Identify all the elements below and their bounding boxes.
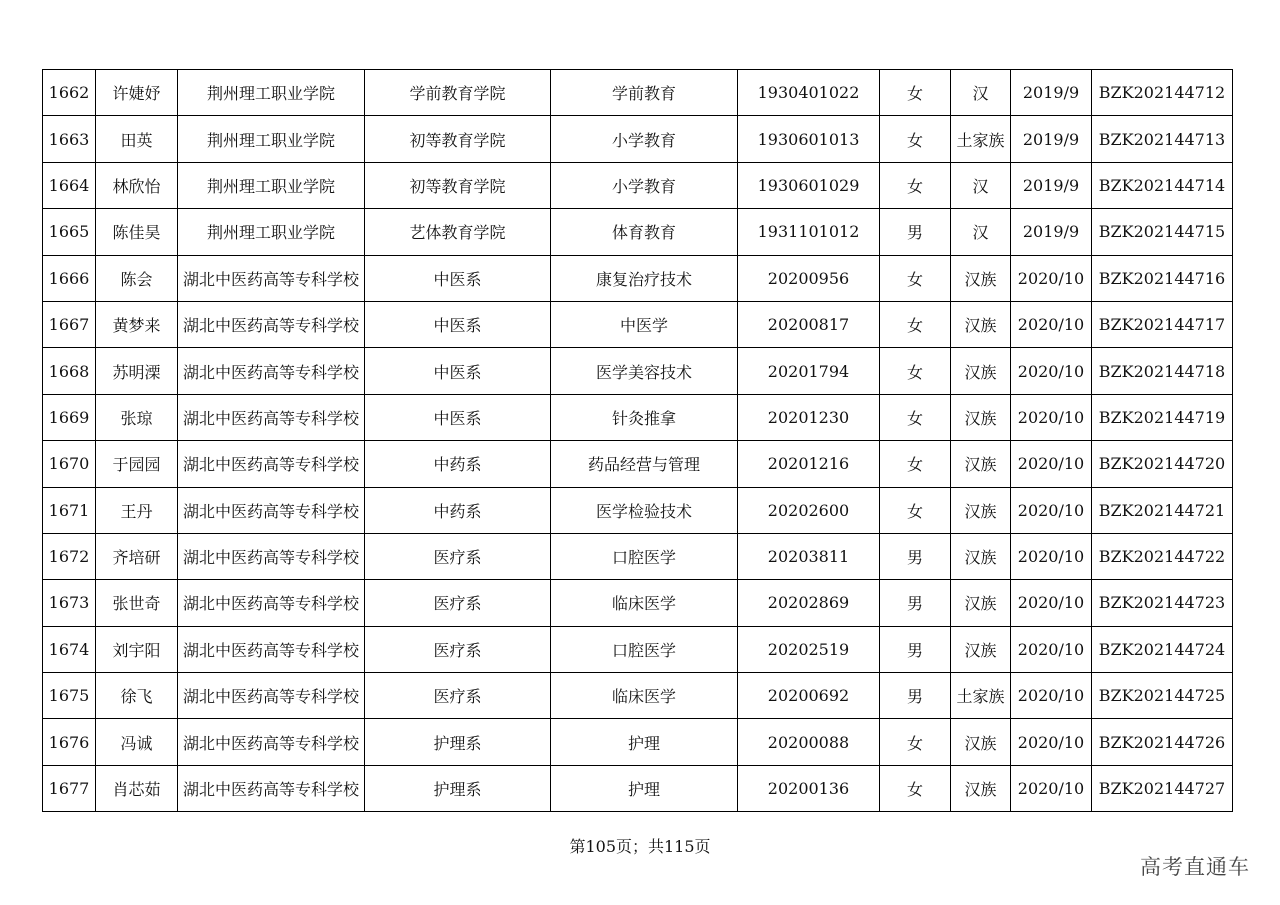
department-name-cell: 护理系 <box>365 719 551 765</box>
certificate-number-cell: BZK202144714 <box>1092 162 1233 208</box>
student-name-cell: 苏明溧 <box>96 348 178 394</box>
major-name-cell: 护理 <box>551 765 738 811</box>
ethnicity-cell: 汉族 <box>951 765 1011 811</box>
ethnicity-cell: 汉 <box>951 70 1011 116</box>
student-id-cell: 20200956 <box>738 255 880 301</box>
department-name-cell: 初等教育学院 <box>365 162 551 208</box>
gender-cell: 女 <box>880 719 951 765</box>
student-id-cell: 20202600 <box>738 487 880 533</box>
school-name-cell <box>178 348 365 394</box>
certificate-number-cell: BZK202144719 <box>1092 394 1233 440</box>
school-name-text: 湖北中医药高等专科学校 <box>182 269 359 289</box>
certificate-number-cell: BZK202144718 <box>1092 348 1233 394</box>
student-id-cell: 1930601029 <box>738 162 880 208</box>
school-name-cell <box>178 301 365 347</box>
row-index-cell: 1676 <box>43 719 96 765</box>
ethnicity-cell: 汉族 <box>951 719 1011 765</box>
ethnicity-cell: 汉族 <box>951 394 1011 440</box>
department-name-cell: 中医系 <box>365 348 551 394</box>
school-name-text: 湖北中医药高等专科学校 <box>182 733 359 753</box>
table-row <box>43 162 1233 208</box>
major-name-cell: 药品经营与管理 <box>551 441 738 487</box>
student-id-cell: 20201216 <box>738 441 880 487</box>
enrollment-date-cell: 2020/10 <box>1011 487 1092 533</box>
student-name-cell: 冯诚 <box>96 719 178 765</box>
department-name-cell: 护理系 <box>365 765 551 811</box>
department-name-cell: 艺体教育学院 <box>365 209 551 255</box>
school-name-cell <box>178 441 365 487</box>
major-name-cell: 医学检验技术 <box>551 487 738 533</box>
gender-cell: 男 <box>880 626 951 672</box>
student-record-table <box>42 69 1233 812</box>
school-name-cell <box>178 487 365 533</box>
ethnicity-cell: 汉族 <box>951 580 1011 626</box>
row-index-cell: 1673 <box>43 580 96 626</box>
certificate-number-cell: BZK202144726 <box>1092 719 1233 765</box>
certificate-number-cell: BZK202144713 <box>1092 116 1233 162</box>
enrollment-date-cell: 2020/10 <box>1011 673 1092 719</box>
ethnicity-cell: 汉族 <box>951 301 1011 347</box>
table-row <box>43 719 1233 765</box>
school-name-text: 湖北中医药高等专科学校 <box>182 362 359 382</box>
student-id-cell: 1931101012 <box>738 209 880 255</box>
enrollment-date-cell: 2019/9 <box>1011 116 1092 162</box>
school-name-cell <box>178 765 365 811</box>
gender-cell: 女 <box>880 301 951 347</box>
school-name-cell <box>178 533 365 579</box>
school-name-cell <box>178 162 365 208</box>
department-name-cell: 中医系 <box>365 255 551 301</box>
department-name-cell: 学前教育学院 <box>365 70 551 116</box>
enrollment-date-cell: 2020/10 <box>1011 533 1092 579</box>
gender-cell: 男 <box>880 673 951 719</box>
student-name-cell: 徐飞 <box>96 673 178 719</box>
row-index-cell: 1677 <box>43 765 96 811</box>
ethnicity-cell: 汉族 <box>951 348 1011 394</box>
department-name-cell: 中医系 <box>365 301 551 347</box>
table-row <box>43 348 1233 394</box>
row-index-cell: 1663 <box>43 116 96 162</box>
major-name-cell: 学前教育 <box>551 70 738 116</box>
student-id-cell: 20200692 <box>738 673 880 719</box>
table-row <box>43 580 1233 626</box>
school-name-text: 荆州理工职业学院 <box>206 223 335 243</box>
table-row <box>43 673 1233 719</box>
student-name-cell: 黄梦来 <box>96 301 178 347</box>
major-name-cell: 医学美容技术 <box>551 348 738 394</box>
ethnicity-cell: 土家族 <box>951 116 1011 162</box>
school-name-cell <box>178 116 365 162</box>
student-name-cell: 张世奇 <box>96 580 178 626</box>
department-name-cell: 医疗系 <box>365 533 551 579</box>
certificate-number-cell: BZK202144712 <box>1092 70 1233 116</box>
gender-cell: 女 <box>880 116 951 162</box>
school-name-cell <box>178 626 365 672</box>
table-row <box>43 301 1233 347</box>
enrollment-date-cell: 2020/10 <box>1011 394 1092 440</box>
certificate-number-cell: BZK202144715 <box>1092 209 1233 255</box>
student-name-cell: 田英 <box>96 116 178 162</box>
school-name-text: 湖北中医药高等专科学校 <box>182 316 359 336</box>
school-name-text: 湖北中医药高等专科学校 <box>182 501 359 521</box>
certificate-number-cell: BZK202144725 <box>1092 673 1233 719</box>
ethnicity-cell: 汉 <box>951 209 1011 255</box>
student-name-cell: 齐培研 <box>96 533 178 579</box>
ethnicity-cell: 汉族 <box>951 487 1011 533</box>
school-name-cell <box>178 255 365 301</box>
enrollment-date-cell: 2020/10 <box>1011 719 1092 765</box>
enrollment-date-cell: 2020/10 <box>1011 255 1092 301</box>
row-index-cell: 1664 <box>43 162 96 208</box>
certificate-number-cell: BZK202144723 <box>1092 580 1233 626</box>
school-name-text: 荆州理工职业学院 <box>206 84 335 104</box>
department-name-cell: 医疗系 <box>365 673 551 719</box>
student-name-cell: 王丹 <box>96 487 178 533</box>
watermark-logo-text: 高考直通车 <box>1140 855 1250 879</box>
gender-cell: 男 <box>880 533 951 579</box>
school-name-text: 湖北中医药高等专科学校 <box>182 687 359 707</box>
major-name-cell: 体育教育 <box>551 209 738 255</box>
department-name-cell: 初等教育学院 <box>365 116 551 162</box>
table-row <box>43 209 1233 255</box>
major-name-cell: 中医学 <box>551 301 738 347</box>
school-name-text: 湖北中医药高等专科学校 <box>182 548 359 568</box>
major-name-cell: 口腔医学 <box>551 533 738 579</box>
major-name-cell: 小学教育 <box>551 162 738 208</box>
row-index-cell: 1666 <box>43 255 96 301</box>
gender-cell: 男 <box>880 580 951 626</box>
student-name-cell: 刘宇阳 <box>96 626 178 672</box>
row-index-cell: 1670 <box>43 441 96 487</box>
student-name-cell: 于园园 <box>96 441 178 487</box>
school-name-cell <box>178 70 365 116</box>
row-index-cell: 1671 <box>43 487 96 533</box>
table-row <box>43 533 1233 579</box>
enrollment-date-cell: 2019/9 <box>1011 209 1092 255</box>
gender-cell: 女 <box>880 162 951 208</box>
school-name-text: 湖北中医药高等专科学校 <box>182 455 359 475</box>
school-name-text: 荆州理工职业学院 <box>206 130 335 150</box>
school-name-text: 湖北中医药高等专科学校 <box>182 640 359 660</box>
row-index-cell: 1672 <box>43 533 96 579</box>
gender-cell: 女 <box>880 348 951 394</box>
page-number: 第105页；共115页 <box>569 837 711 856</box>
gender-cell: 男 <box>880 209 951 255</box>
row-index-cell: 1675 <box>43 673 96 719</box>
student-name-cell: 陈佳昊 <box>96 209 178 255</box>
school-name-text: 荆州理工职业学院 <box>206 176 335 196</box>
table-row <box>43 626 1233 672</box>
table-row <box>43 70 1233 116</box>
enrollment-date-cell: 2020/10 <box>1011 626 1092 672</box>
major-name-cell: 临床医学 <box>551 673 738 719</box>
row-index-cell: 1662 <box>43 70 96 116</box>
ethnicity-cell: 汉族 <box>951 441 1011 487</box>
gender-cell: 女 <box>880 441 951 487</box>
major-name-cell: 针灸推拿 <box>551 394 738 440</box>
certificate-number-cell: BZK202144727 <box>1092 765 1233 811</box>
gender-cell: 女 <box>880 255 951 301</box>
table-row <box>43 255 1233 301</box>
certificate-number-cell: BZK202144716 <box>1092 255 1233 301</box>
table-row <box>43 441 1233 487</box>
student-id-cell: 20200817 <box>738 301 880 347</box>
enrollment-date-cell: 2020/10 <box>1011 441 1092 487</box>
enrollment-date-cell: 2019/9 <box>1011 70 1092 116</box>
student-id-cell: 20202869 <box>738 580 880 626</box>
school-name-cell <box>178 673 365 719</box>
enrollment-date-cell: 2020/10 <box>1011 580 1092 626</box>
department-name-cell: 医疗系 <box>365 580 551 626</box>
student-id-cell: 20200088 <box>738 719 880 765</box>
certificate-number-cell: BZK202144720 <box>1092 441 1233 487</box>
student-id-cell: 20201230 <box>738 394 880 440</box>
school-name-text: 湖北中医药高等专科学校 <box>182 594 359 614</box>
certificate-number-cell: BZK202144724 <box>1092 626 1233 672</box>
school-name-cell <box>178 580 365 626</box>
table-row <box>43 394 1233 440</box>
major-name-cell: 临床医学 <box>551 580 738 626</box>
student-id-cell: 1930401022 <box>738 70 880 116</box>
student-name-cell: 林欣怡 <box>96 162 178 208</box>
ethnicity-cell: 汉族 <box>951 626 1011 672</box>
row-index-cell: 1668 <box>43 348 96 394</box>
student-name-cell: 肖芯茹 <box>96 765 178 811</box>
table-body <box>43 70 1233 812</box>
row-index-cell: 1674 <box>43 626 96 672</box>
student-id-cell: 1930601013 <box>738 116 880 162</box>
row-index-cell: 1667 <box>43 301 96 347</box>
ethnicity-cell: 土家族 <box>951 673 1011 719</box>
student-id-cell: 20203811 <box>738 533 880 579</box>
school-name-cell <box>178 209 365 255</box>
school-name-text: 湖北中医药高等专科学校 <box>182 780 359 800</box>
ethnicity-cell: 汉族 <box>951 533 1011 579</box>
table-row <box>43 487 1233 533</box>
enrollment-date-cell: 2019/9 <box>1011 162 1092 208</box>
ethnicity-cell: 汉族 <box>951 255 1011 301</box>
gender-cell: 女 <box>880 765 951 811</box>
table-row <box>43 116 1233 162</box>
gender-cell: 女 <box>880 487 951 533</box>
row-index-cell: 1665 <box>43 209 96 255</box>
enrollment-date-cell: 2020/10 <box>1011 301 1092 347</box>
department-name-cell: 中药系 <box>365 441 551 487</box>
student-id-cell: 20200136 <box>738 765 880 811</box>
row-index-cell: 1669 <box>43 394 96 440</box>
school-name-text: 湖北中医药高等专科学校 <box>182 408 359 428</box>
school-name-cell <box>178 719 365 765</box>
certificate-number-cell: BZK202144721 <box>1092 487 1233 533</box>
major-name-cell: 护理 <box>551 719 738 765</box>
student-name-cell: 许婕妤 <box>96 70 178 116</box>
gender-cell: 女 <box>880 394 951 440</box>
student-id-cell: 20201794 <box>738 348 880 394</box>
student-name-cell: 陈会 <box>96 255 178 301</box>
enrollment-date-cell: 2020/10 <box>1011 765 1092 811</box>
school-name-cell <box>178 394 365 440</box>
department-name-cell: 中医系 <box>365 394 551 440</box>
certificate-number-cell: BZK202144722 <box>1092 533 1233 579</box>
major-name-cell: 口腔医学 <box>551 626 738 672</box>
gender-cell: 女 <box>880 70 951 116</box>
major-name-cell: 小学教育 <box>551 116 738 162</box>
ethnicity-cell: 汉 <box>951 162 1011 208</box>
student-name-cell: 张琼 <box>96 394 178 440</box>
major-name-cell: 康复治疗技术 <box>551 255 738 301</box>
department-name-cell: 中药系 <box>365 487 551 533</box>
student-id-cell: 20202519 <box>738 626 880 672</box>
enrollment-date-cell: 2020/10 <box>1011 348 1092 394</box>
department-name-cell: 医疗系 <box>365 626 551 672</box>
certificate-number-cell: BZK202144717 <box>1092 301 1233 347</box>
table-row <box>43 765 1233 811</box>
